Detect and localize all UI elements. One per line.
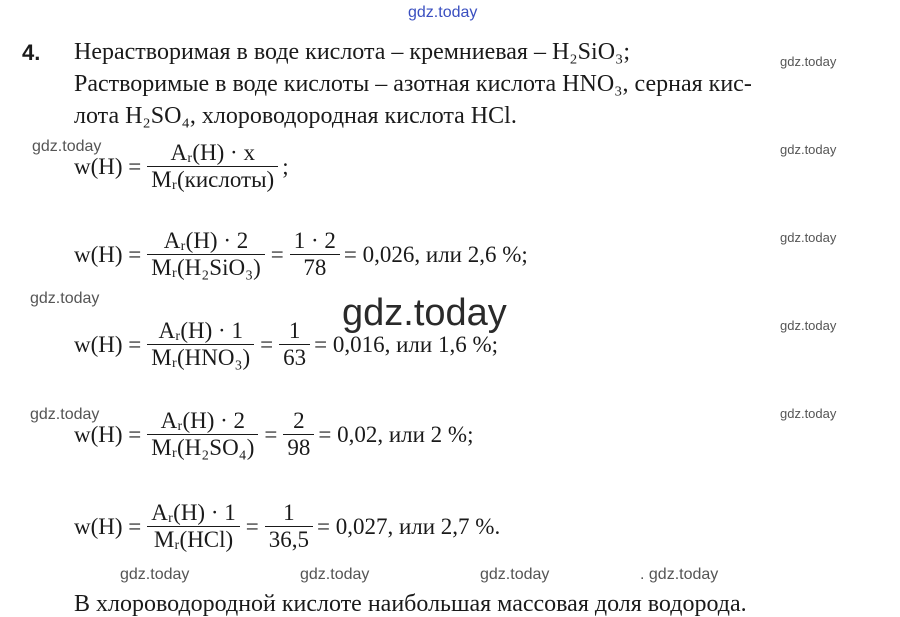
formula-tail: ; bbox=[282, 153, 289, 179]
watermark: gdz.today bbox=[30, 290, 100, 307]
fraction bbox=[265, 500, 313, 553]
watermark: . gdz.today bbox=[640, 566, 719, 583]
equals-sign: = bbox=[270, 241, 284, 267]
watermark: gdz.today bbox=[32, 138, 102, 155]
fraction-denominator: Mᵣ(H₂SO₄) bbox=[147, 434, 258, 461]
formula-lhs: w(H) = bbox=[74, 153, 142, 179]
fraction-numerator: Aᵣ(H) · x bbox=[170, 140, 255, 165]
fraction-denominator: 36,5 bbox=[265, 526, 313, 553]
formula-result: = 0,016, или 1,6 %; bbox=[314, 331, 499, 357]
fraction-numerator: 1 bbox=[288, 318, 301, 343]
formula-general bbox=[74, 140, 289, 193]
fraction-numerator: Aᵣ(H) · 2 bbox=[160, 408, 246, 433]
fraction bbox=[147, 318, 254, 371]
watermark: gdz.today bbox=[30, 406, 100, 423]
fraction-denominator: 98 bbox=[283, 434, 314, 461]
fraction-numerator: Aᵣ(H) · 1 bbox=[151, 500, 236, 525]
formula-result: = 0,02, или 2 %; bbox=[318, 421, 474, 447]
fraction bbox=[147, 500, 239, 553]
formula-result: = 0,026, или 2,6 %; bbox=[343, 241, 528, 267]
watermark: gdz.today bbox=[780, 318, 837, 333]
fraction-denominator: Mᵣ(HCl) bbox=[147, 526, 239, 553]
problem-number: 4. bbox=[22, 40, 41, 65]
problem-line-2: Растворимые в воде кислоты – азотная кислота HNO₃, серная кис- bbox=[74, 71, 752, 97]
watermark: gdz.today bbox=[780, 230, 837, 245]
formula-lhs: w(H) = bbox=[74, 513, 142, 539]
watermark: gdz.today bbox=[342, 292, 507, 334]
fraction-denominator: 78 bbox=[290, 254, 340, 281]
fraction bbox=[279, 318, 310, 371]
equals-sign: = bbox=[245, 513, 259, 539]
watermark: gdz.today bbox=[780, 54, 837, 69]
fraction-denominator: 63 bbox=[279, 344, 310, 371]
watermark: gdz.today bbox=[408, 4, 478, 21]
fraction-numerator: 2 bbox=[293, 408, 305, 433]
formula-h2so4 bbox=[74, 408, 473, 461]
conclusion-text: В хлороводородной кислоте наибольшая массовая доля водорода. bbox=[74, 591, 747, 617]
fraction bbox=[147, 408, 258, 461]
fraction bbox=[147, 228, 265, 281]
watermark: gdz.today bbox=[300, 566, 370, 583]
fraction bbox=[290, 228, 340, 281]
fraction-numerator: Aᵣ(H) · 1 bbox=[158, 318, 243, 343]
formula-lhs: w(H) = bbox=[74, 331, 142, 357]
fraction-numerator: Aᵣ(H) · 2 bbox=[163, 228, 249, 253]
formula-h2sio3 bbox=[74, 228, 528, 281]
fraction-numerator: 1 bbox=[283, 500, 295, 525]
fraction-denominator: Mᵣ(кислоты) bbox=[147, 166, 278, 193]
formula-lhs: w(H) = bbox=[74, 421, 142, 447]
formula-result: = 0,027, или 2,7 %. bbox=[316, 513, 501, 539]
equals-sign: = bbox=[264, 421, 278, 447]
problem-line-3: лота H₂SO₄, хлороводородная кислота HCl. bbox=[74, 103, 517, 129]
fraction-denominator: Mᵣ(H₂SiO₃) bbox=[147, 254, 265, 281]
problem-line-1: Нерастворимая в воде кислота – кремниевая – H₂SiO₃; bbox=[74, 39, 631, 65]
fraction-numerator: 1 · 2 bbox=[293, 228, 336, 253]
watermark: gdz.today bbox=[780, 406, 837, 421]
formula-lhs: w(H) = bbox=[74, 241, 142, 267]
formula-hcl bbox=[74, 500, 500, 553]
fraction bbox=[283, 408, 314, 461]
equals-sign: = bbox=[260, 331, 274, 357]
fraction-denominator: Mᵣ(HNO₃) bbox=[147, 344, 254, 371]
formula-hno3 bbox=[74, 318, 498, 371]
watermark: gdz.today bbox=[120, 566, 190, 583]
watermark: gdz.today bbox=[480, 566, 550, 583]
watermark: gdz.today bbox=[780, 142, 837, 157]
fraction bbox=[147, 140, 278, 193]
